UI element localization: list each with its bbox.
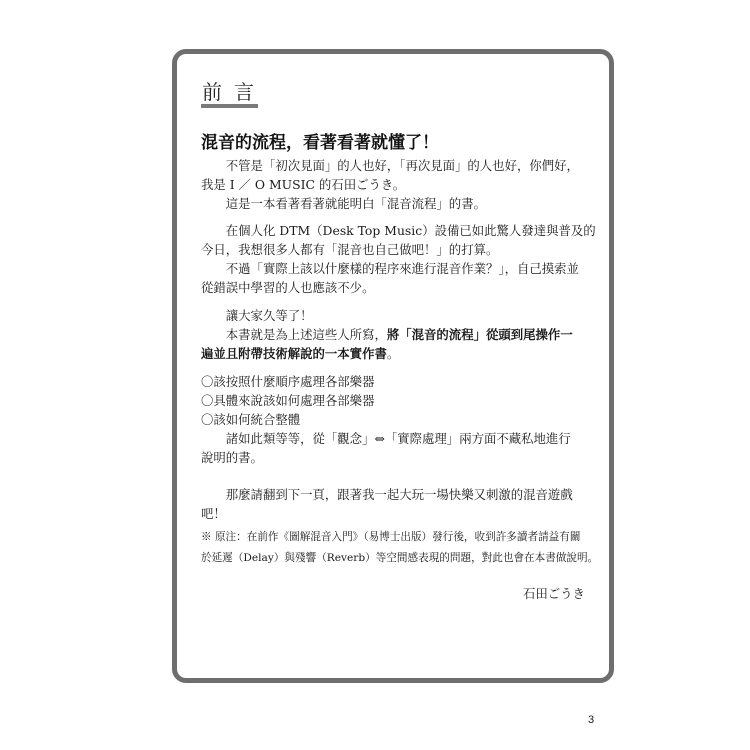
bold-text: 遍並且附帶技術解說的一本實作書: [201, 346, 387, 361]
text-line: 在個人化 DTM（Desk Top Music）設備已如此驚人發達與普及的: [201, 223, 596, 238]
text-line: 我是 I ／ O MUSIC 的石田ごうき。: [201, 177, 406, 192]
text-line: 從錯誤中學習的人也應該不少。: [201, 280, 375, 295]
subtitle: 混音的流程，看著看著就懂了！: [201, 133, 439, 153]
list-item: 〇該按照什麼順序處理各部樂器: [201, 374, 375, 389]
page-title: 前言: [202, 80, 266, 104]
text-line: ※ 原注：在前作《圖解混音入門》（易博士出版）發行後，收到許多讀者請益有關: [201, 531, 581, 543]
text-line: 不過「實際上該以什麼樣的程序來進行混音作業？」，自己摸索並: [201, 261, 579, 276]
list-item: 〇具體來說該如何處理各部樂器: [201, 393, 375, 408]
text-line: 諸如此類等等，從「觀念」⇔「實際處理」兩方面不藏私地進行: [201, 431, 571, 446]
text-segment: 。: [386, 346, 400, 361]
paragraph-4: [201, 429, 593, 467]
text-line: 讓大家久等了！: [201, 308, 313, 323]
author-signature: 石田ごうき: [523, 586, 585, 601]
text-line: [201, 325, 593, 344]
text-segment: 本書就是為上述這些人所寫，: [201, 327, 387, 342]
question-list: [201, 372, 593, 429]
list-item: 〇該如何統合整體: [201, 412, 301, 427]
text-line: 吧！: [201, 506, 226, 521]
paragraph-2: [201, 221, 596, 297]
text-line: [201, 344, 593, 363]
text-line: 今日，我想很多人都有「混音也自己做吧！」的打算。: [201, 242, 499, 257]
text-line: 於延遲（Delay）與殘響（Reverb）等空間感表現的問題，對此也會在本書做說明。: [201, 552, 599, 564]
text-line: 不管是「初次見面」的人也好，「再次見面」的人也好，你們好，: [201, 158, 579, 173]
paragraph-3: [201, 306, 593, 363]
page-number: 3: [588, 714, 595, 726]
paragraph-5: [201, 485, 593, 523]
title-underline: [201, 104, 258, 108]
bold-text: 將「混音的流程」從頭到尾操作一: [386, 327, 573, 342]
author-note: [201, 527, 601, 569]
text-line: 那麼請翻到下一頁，跟著我一起大玩一場快樂又刺激的混音遊戲: [201, 487, 573, 502]
text-line: 說明的書。: [201, 450, 263, 465]
text-line: 這是一本看著看著就能明白「混音流程」的書。: [201, 196, 486, 211]
paragraph-1: [201, 156, 593, 213]
